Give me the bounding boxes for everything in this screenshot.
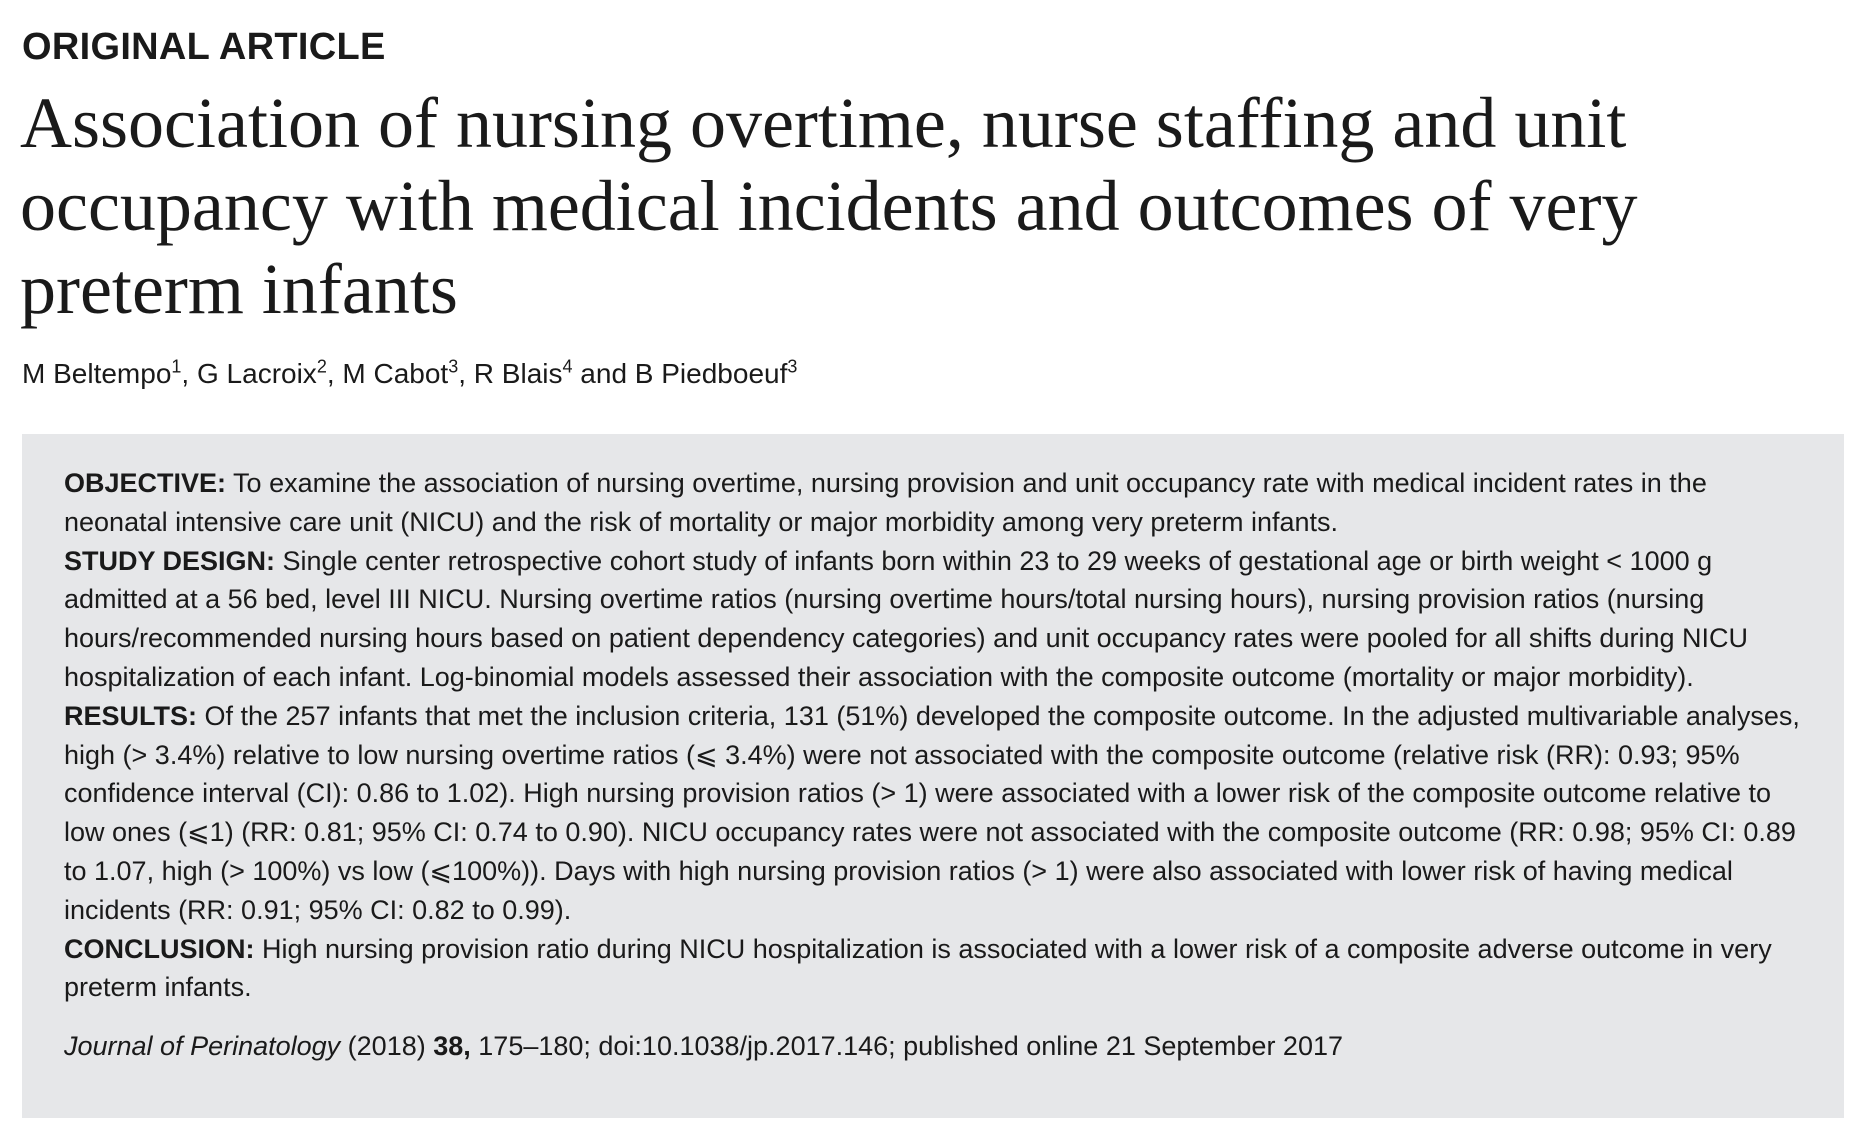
conclusion-text: High nursing provision ratio during NICU hospitalization is associated with a lower risk of a composite adverse outcome in very preterm infants. — [64, 933, 1772, 1003]
abstract-box — [22, 434, 1844, 1118]
study-design-label: STUDY DESIGN: — [64, 545, 276, 576]
author-separator: and — [572, 358, 635, 389]
abstract-conclusion — [64, 930, 1804, 1008]
author-name[interactable]: M Beltempo — [22, 358, 172, 389]
citation-year: (2018) — [340, 1031, 434, 1062]
results-label: RESULTS: — [64, 700, 197, 731]
conclusion-label: CONCLUSION: — [64, 933, 255, 964]
author-affiliation: 4 — [562, 356, 573, 377]
objective-text: To examine the association of nursing overtime, nursing provision and unit occupancy rate with medical incident rates in the neonatal intensive care unit (NICU) and the risk of mortality or major morbidity among very preterm infants. — [64, 468, 1707, 537]
author-affiliation: 3 — [448, 356, 459, 377]
abstract-objective — [64, 464, 1804, 542]
author-separator: , — [181, 358, 197, 389]
author-name[interactable]: M Cabot — [342, 358, 449, 389]
journal-name[interactable]: Journal of Perinatology — [64, 1031, 341, 1062]
citation-volume: 38, — [433, 1031, 471, 1062]
author-affiliation: 1 — [171, 356, 182, 377]
author-list — [22, 358, 797, 390]
citation-line — [64, 1027, 1804, 1065]
author-name[interactable]: B Piedboeuf — [634, 358, 788, 389]
objective-label: OBJECTIVE: — [64, 468, 227, 498]
results-text: Of the 257 infants that met the inclusion criteria, 131 (51%) developed the composite outcome. In the adjusted multivariable analyses, high (> 3.4%) relative to low nursing overtime ratios (⩽ 3.4%) were not associated with the composite outcome (relative risk (RR): 0.93; 95% confidence interval (CI): 0.86 to 1.02). High nursing provision ratios (> 1) were associated with a lower risk of the composite outcome relative to low ones (⩽1) (RR: 0.81; 95% CI: 0.74 to 0.90). NICU occupancy rates were not associated with the composite outcome (RR: 0.98; 95% CI: 0.89 to 1.07, high (> 100%) vs low (⩽100%)). Days with high nursing provision ratios (> 1) were also associated with lower risk of having medical incidents (RR: 0.91; 95% CI: 0.82 to 0.99). — [64, 700, 1800, 925]
author-affiliation: 2 — [316, 356, 327, 377]
abstract-study-design — [64, 542, 1804, 697]
abstract-body — [64, 464, 1804, 1007]
author-name[interactable]: R Blais — [473, 358, 563, 389]
author-affiliation: 3 — [787, 356, 798, 377]
article-title: Association of nursing overtime, nurse staffing and unit occupancy with medical incidents and outcomes of very preterm infants — [20, 83, 1638, 329]
abstract-results — [64, 697, 1804, 930]
author-name[interactable]: G Lacroix — [196, 358, 317, 389]
study-design-text: Single center retrospective cohort study of infants born within 23 to 29 weeks of gestational age or birth weight < 1000 g admitted at a 56 bed, level III NICU. Nursing overtime ratios (nursing overtime hours/total nursing hours), nursing provision ratios (nursing hours/recommended nursing hours based on patient dependency categories) and unit occupancy rates were pooled for all shifts during NICU hospitalization of each infant. Log-binomial models assessed their association with the composite outcome (mortality or major morbidity). — [64, 545, 1748, 692]
author-separator: , — [458, 358, 474, 389]
author-separator: , — [326, 358, 343, 389]
citation-details: 175–180; doi:10.1038/jp.2017.146; published online 21 September 2017 — [470, 1031, 1343, 1062]
article-type-label: ORIGINAL ARTICLE — [22, 26, 386, 68]
